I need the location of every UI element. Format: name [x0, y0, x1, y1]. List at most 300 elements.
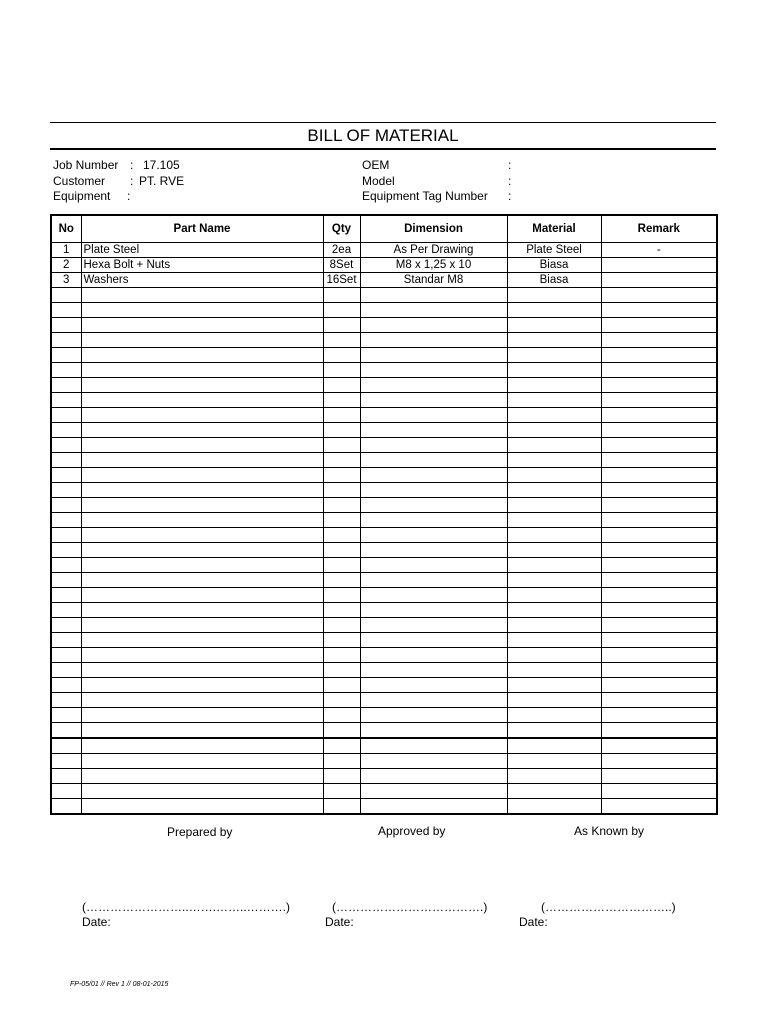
job-number-label: Job Number: [53, 158, 119, 172]
cell-dimension: M8 x 1,25 x 10: [360, 258, 507, 273]
cell-dimension: Standar M8: [360, 273, 507, 288]
cell-blank: [51, 784, 81, 799]
tag-number-label: Equipment Tag Number: [362, 189, 488, 203]
cell-blank: [601, 498, 717, 513]
cell-blank: [323, 693, 360, 708]
cell-blank: [51, 423, 81, 438]
cell-blank: [323, 333, 360, 348]
cell-blank: [601, 318, 717, 333]
table-row-blank: [51, 799, 717, 815]
cell-blank: [81, 769, 323, 784]
table-row-blank: [51, 784, 717, 799]
cell-blank: [360, 799, 507, 815]
page-title: BILL OF MATERIAL: [307, 126, 459, 145]
cell-blank: [81, 784, 323, 799]
cell-blank: [507, 723, 601, 739]
cell-blank: [51, 378, 81, 393]
cell-blank: [51, 483, 81, 498]
cell-part-name: Plate Steel: [81, 243, 323, 258]
col-header-part-name: Part Name: [81, 215, 323, 243]
col-header-material: Material: [507, 215, 601, 243]
cell-blank: [360, 453, 507, 468]
cell-blank: [360, 438, 507, 453]
table-row-blank: [51, 573, 717, 588]
cell-blank: [507, 784, 601, 799]
table-row-blank: [51, 708, 717, 723]
cell-blank: [81, 618, 323, 633]
cell-remark: [601, 258, 717, 273]
table-row-blank: [51, 393, 717, 408]
table-row-blank: [51, 754, 717, 769]
cell-blank: [323, 318, 360, 333]
cell-blank: [507, 303, 601, 318]
table-row-blank: [51, 423, 717, 438]
cell-blank: [81, 378, 323, 393]
col-header-no: No: [51, 215, 81, 243]
table-row-blank: [51, 723, 717, 739]
cell-blank: [507, 423, 601, 438]
cell-blank: [81, 408, 323, 423]
as-known-by-date-label: Date:: [519, 915, 548, 929]
cell-blank: [601, 708, 717, 723]
table-row-blank: [51, 408, 717, 423]
cell-blank: [323, 784, 360, 799]
cell-blank: [323, 483, 360, 498]
cell-blank: [507, 738, 601, 754]
cell-blank: [81, 693, 323, 708]
cell-blank: [51, 453, 81, 468]
table-row-blank: [51, 348, 717, 363]
cell-blank: [81, 513, 323, 528]
cell-blank: [323, 558, 360, 573]
cell-blank: [323, 348, 360, 363]
table-row-blank: [51, 528, 717, 543]
cell-blank: [81, 558, 323, 573]
cell-blank: [507, 483, 601, 498]
cell-blank: [51, 618, 81, 633]
prepared-by-signature-line: (……………………..…….……..……….): [82, 900, 290, 914]
cell-blank: [51, 468, 81, 483]
cell-blank: [81, 423, 323, 438]
cell-blank: [323, 618, 360, 633]
cell-blank: [81, 543, 323, 558]
cell-blank: [323, 423, 360, 438]
cell-blank: [507, 603, 601, 618]
cell-blank: [81, 723, 323, 739]
approved-by-label: Approved by: [378, 824, 446, 838]
cell-blank: [507, 633, 601, 648]
cell-blank: [507, 693, 601, 708]
cell-blank: [323, 468, 360, 483]
cell-blank: [81, 528, 323, 543]
cell-blank: [323, 393, 360, 408]
cell-blank: [81, 453, 323, 468]
equipment-sep: :: [127, 189, 131, 203]
cell-blank: [51, 333, 81, 348]
oem-label: OEM: [362, 158, 390, 172]
cell-blank: [360, 784, 507, 799]
cell-blank: [601, 754, 717, 769]
cell-material: Biasa: [507, 258, 601, 273]
cell-blank: [81, 754, 323, 769]
cell-blank: [323, 288, 360, 303]
customer-value: PT. RVE: [139, 173, 185, 188]
cell-blank: [81, 483, 323, 498]
cell-blank: [360, 723, 507, 739]
cell-blank: [507, 468, 601, 483]
cell-blank: [601, 543, 717, 558]
table-row-blank: [51, 693, 717, 708]
cell-blank: [81, 633, 323, 648]
cell-blank: [51, 663, 81, 678]
table-row-blank: [51, 663, 717, 678]
table-row-blank: [51, 678, 717, 693]
cell-blank: [601, 558, 717, 573]
cell-blank: [507, 558, 601, 573]
cell-blank: [51, 498, 81, 513]
cell-blank: [507, 588, 601, 603]
cell-blank: [507, 513, 601, 528]
table-row-blank: [51, 333, 717, 348]
cell-blank: [601, 663, 717, 678]
cell-blank: [51, 288, 81, 303]
cell-blank: [51, 438, 81, 453]
cell-blank: [51, 678, 81, 693]
cell-blank: [601, 333, 717, 348]
table-row-blank: [51, 363, 717, 378]
equipment-row: [53, 189, 131, 205]
cell-blank: [507, 348, 601, 363]
cell-blank: [360, 513, 507, 528]
prepared-by-label: Prepared by: [167, 825, 233, 839]
job-number-row: [53, 158, 180, 174]
cell-blank: [81, 573, 323, 588]
cell-blank: [51, 754, 81, 769]
cell-blank: [81, 799, 323, 815]
cell-blank: [360, 528, 507, 543]
table-row-blank: [51, 468, 717, 483]
cell-blank: [360, 633, 507, 648]
cell-blank: [360, 738, 507, 754]
cell-blank: [507, 378, 601, 393]
cell-blank: [323, 603, 360, 618]
as-known-by-signature-line: (…………………………..): [541, 900, 676, 914]
cell-blank: [601, 303, 717, 318]
cell-blank: [360, 393, 507, 408]
cell-blank: [51, 738, 81, 754]
cell-blank: [507, 573, 601, 588]
cell-material: Plate Steel: [507, 243, 601, 258]
cell-blank: [601, 588, 717, 603]
cell-blank: [601, 288, 717, 303]
cell-blank: [51, 318, 81, 333]
cell-blank: [601, 408, 717, 423]
cell-blank: [51, 708, 81, 723]
cell-blank: [81, 348, 323, 363]
cell-blank: [51, 769, 81, 784]
cell-blank: [323, 498, 360, 513]
cell-blank: [323, 513, 360, 528]
bom-table: [50, 214, 718, 815]
approved-by-date-label: Date:: [325, 915, 354, 929]
table-row-blank: [51, 588, 717, 603]
col-header-qty: Qty: [323, 215, 360, 243]
oem-row: [362, 158, 562, 174]
cell-blank: [51, 408, 81, 423]
cell-blank: [323, 648, 360, 663]
cell-blank: [601, 633, 717, 648]
equipment-label: Equipment: [53, 189, 111, 203]
table-row: [51, 258, 717, 273]
cell-blank: [507, 648, 601, 663]
cell-blank: [323, 378, 360, 393]
table-row: [51, 243, 717, 258]
cell-blank: [601, 378, 717, 393]
cell-blank: [507, 528, 601, 543]
cell-blank: [360, 558, 507, 573]
cell-blank: [360, 318, 507, 333]
cell-remark: [601, 273, 717, 288]
cell-blank: [360, 663, 507, 678]
cell-blank: [360, 378, 507, 393]
cell-qty: 2ea: [323, 243, 360, 258]
cell-blank: [507, 393, 601, 408]
cell-blank: [323, 303, 360, 318]
cell-qty: 8Set: [323, 258, 360, 273]
cell-blank: [81, 288, 323, 303]
table-row-blank: [51, 543, 717, 558]
cell-blank: [360, 483, 507, 498]
cell-blank: [507, 498, 601, 513]
header-right: [362, 158, 562, 205]
cell-blank: [601, 363, 717, 378]
cell-no: 3: [51, 273, 81, 288]
cell-blank: [601, 738, 717, 754]
cell-blank: [323, 754, 360, 769]
cell-blank: [507, 453, 601, 468]
cell-blank: [323, 633, 360, 648]
cell-blank: [323, 453, 360, 468]
table-row-blank: [51, 618, 717, 633]
cell-blank: [323, 363, 360, 378]
cell-blank: [360, 618, 507, 633]
tag-number-row: [362, 189, 562, 205]
cell-blank: [81, 603, 323, 618]
cell-blank: [601, 603, 717, 618]
cell-part-name: Washers: [81, 273, 323, 288]
cell-blank: [323, 799, 360, 815]
cell-blank: [507, 288, 601, 303]
cell-blank: [360, 303, 507, 318]
cell-blank: [601, 723, 717, 739]
cell-blank: [360, 348, 507, 363]
col-header-remark: Remark: [601, 215, 717, 243]
table-row-blank: [51, 648, 717, 663]
job-number-sep: :: [130, 158, 134, 172]
table-row-blank: [51, 438, 717, 453]
cell-blank: [507, 754, 601, 769]
cell-blank: [360, 468, 507, 483]
cell-blank: [601, 453, 717, 468]
top-rule: [50, 122, 716, 123]
table-header-row: [51, 215, 717, 243]
header-left: [53, 158, 185, 205]
table-row-blank: [51, 288, 717, 303]
cell-no: 2: [51, 258, 81, 273]
cell-blank: [51, 528, 81, 543]
cell-blank: [507, 708, 601, 723]
cell-blank: [51, 543, 81, 558]
cell-blank: [601, 438, 717, 453]
table-row-blank: [51, 498, 717, 513]
cell-blank: [601, 483, 717, 498]
form-code-footer: FP-05/01 // Rev 1 // 08-01-2015: [70, 981, 169, 988]
cell-blank: [51, 603, 81, 618]
cell-blank: [601, 528, 717, 543]
model-sep: :: [508, 173, 512, 188]
cell-blank: [51, 633, 81, 648]
table-row-blank: [51, 513, 717, 528]
cell-blank: [51, 513, 81, 528]
cell-blank: [601, 769, 717, 784]
cell-blank: [323, 543, 360, 558]
cell-blank: [360, 423, 507, 438]
table-row-blank: [51, 303, 717, 318]
cell-blank: [81, 678, 323, 693]
cell-blank: [323, 769, 360, 784]
cell-blank: [51, 558, 81, 573]
cell-blank: [360, 588, 507, 603]
customer-sep: :: [130, 173, 134, 188]
cell-remark: -: [601, 243, 717, 258]
table-row-blank: [51, 769, 717, 784]
cell-blank: [360, 693, 507, 708]
cell-blank: [81, 393, 323, 408]
cell-blank: [360, 678, 507, 693]
tag-number-sep: :: [508, 189, 512, 203]
cell-blank: [360, 543, 507, 558]
cell-blank: [51, 588, 81, 603]
cell-blank: [507, 408, 601, 423]
cell-blank: [51, 723, 81, 739]
cell-blank: [51, 648, 81, 663]
table-row-blank: [51, 378, 717, 393]
table-row-blank: [51, 738, 717, 754]
cell-blank: [323, 738, 360, 754]
cell-blank: [323, 678, 360, 693]
cell-blank: [81, 588, 323, 603]
table-row: [51, 273, 717, 288]
cell-blank: [51, 303, 81, 318]
cell-blank: [601, 784, 717, 799]
customer-label: Customer: [53, 173, 106, 188]
cell-part-name: Hexa Bolt + Nuts: [81, 258, 323, 273]
table-row-blank: [51, 633, 717, 648]
cell-blank: [323, 528, 360, 543]
cell-blank: [360, 333, 507, 348]
cell-blank: [601, 468, 717, 483]
col-header-dimension: Dimension: [360, 215, 507, 243]
oem-sep: :: [508, 158, 512, 172]
approved-by-signature-line: (……………………………….): [332, 900, 488, 914]
model-label: Model: [362, 173, 395, 188]
customer-row: [53, 173, 185, 190]
cell-blank: [81, 663, 323, 678]
cell-material: Biasa: [507, 273, 601, 288]
cell-blank: [601, 618, 717, 633]
cell-blank: [507, 543, 601, 558]
cell-blank: [51, 573, 81, 588]
cell-blank: [360, 363, 507, 378]
cell-dimension: As Per Drawing: [360, 243, 507, 258]
cell-blank: [360, 288, 507, 303]
cell-blank: [360, 408, 507, 423]
title-rule: [50, 148, 716, 150]
table-row-blank: [51, 453, 717, 468]
cell-blank: [360, 603, 507, 618]
cell-blank: [360, 754, 507, 769]
cell-blank: [360, 648, 507, 663]
table-row-blank: [51, 558, 717, 573]
cell-blank: [601, 348, 717, 363]
cell-blank: [323, 723, 360, 739]
prepared-by-date-label: Date:: [82, 915, 111, 929]
cell-blank: [507, 799, 601, 815]
cell-no: 1: [51, 243, 81, 258]
cell-blank: [507, 678, 601, 693]
cell-blank: [507, 333, 601, 348]
job-number-value: 17.105: [143, 158, 180, 172]
cell-blank: [51, 363, 81, 378]
cell-blank: [323, 663, 360, 678]
cell-qty: 16Set: [323, 273, 360, 288]
cell-blank: [360, 573, 507, 588]
cell-blank: [51, 799, 81, 815]
cell-blank: [601, 513, 717, 528]
cell-blank: [81, 363, 323, 378]
cell-blank: [51, 693, 81, 708]
cell-blank: [51, 393, 81, 408]
cell-blank: [323, 708, 360, 723]
cell-blank: [601, 678, 717, 693]
cell-blank: [507, 318, 601, 333]
cell-blank: [360, 708, 507, 723]
cell-blank: [323, 573, 360, 588]
cell-blank: [81, 318, 323, 333]
table-row-blank: [51, 483, 717, 498]
cell-blank: [81, 333, 323, 348]
cell-blank: [601, 648, 717, 663]
cell-blank: [323, 588, 360, 603]
cell-blank: [81, 438, 323, 453]
cell-blank: [601, 693, 717, 708]
model-row: [362, 174, 562, 190]
cell-blank: [81, 738, 323, 754]
cell-blank: [81, 468, 323, 483]
cell-blank: [323, 438, 360, 453]
cell-blank: [601, 393, 717, 408]
cell-blank: [601, 573, 717, 588]
cell-blank: [507, 363, 601, 378]
cell-blank: [360, 498, 507, 513]
cell-blank: [360, 769, 507, 784]
cell-blank: [81, 648, 323, 663]
cell-blank: [51, 348, 81, 363]
cell-blank: [601, 423, 717, 438]
cell-blank: [323, 408, 360, 423]
cell-blank: [507, 663, 601, 678]
cell-blank: [81, 708, 323, 723]
